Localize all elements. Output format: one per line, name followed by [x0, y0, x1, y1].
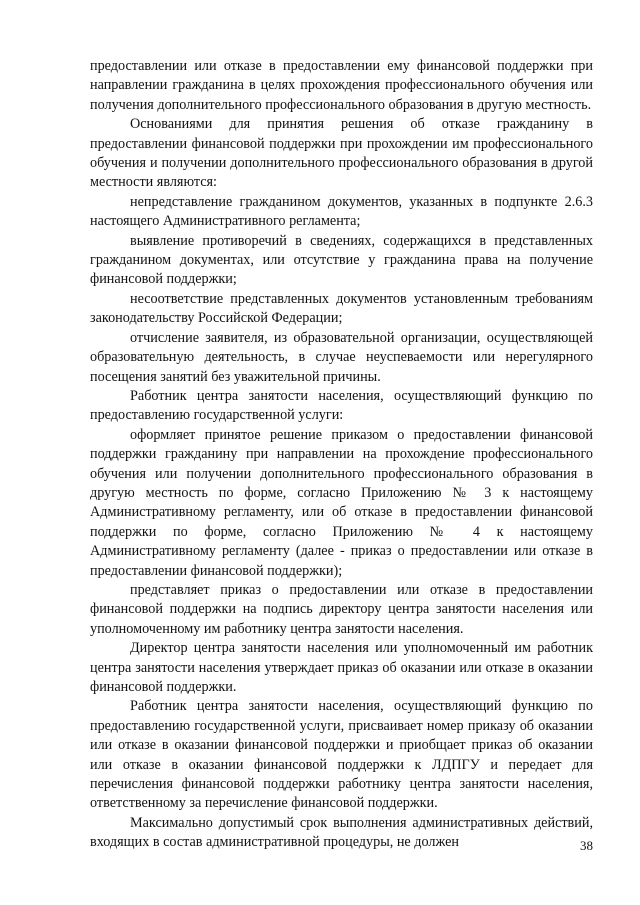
paragraph-order-preparation: оформляет принятое решение приказом о предоставлении финансовой поддержки гражданину при направлении на прохождение профессионального обучения или получении дополнительного профессионального образования в другую местность по форме, согласно Приложению № 3 к настоящему Административному регламенту, или об отказе в предоставлении финансовой поддержки по форме, согласно Приложению № 4 к настоящему Административному регламенту (далее - приказ о предоставлении или отказе в предоставлении финансовой поддержки); [90, 426, 593, 579]
paragraph-director-approval: Директор центра занятости населения или уполномоченный им работник центра занятости населения утверждает приказ об оказании или отказе в оказании финансовой поддержки. [90, 640, 593, 695]
paragraph-continuation: предоставлении или отказе в предоставлении ему финансовой поддержки при направлении гражданина в целях прохождения профессионального обучения или получения дополнительного профессионального образования в другую местность. [90, 58, 593, 113]
body-text [90, 57, 593, 853]
paragraph-refusal-grounds: Основаниями для принятия решения об отказе гражданину в предоставлении финансовой поддержки при прохождении им профессионального обучения и получении дополнительного профессионального образования в другой местности являются: [90, 116, 593, 191]
paragraph-employee-duties: Работник центра занятости населения, осуществляющий функцию по предоставлению государственной услуги: [90, 387, 593, 424]
paragraph-order-submission: представляет приказ о предоставлении или отказе в предоставлении финансовой поддержки на подпись директору центра занятости населения или уполномоченному им работнику центра занятости населения. [90, 581, 593, 637]
page-number: 38 [580, 838, 593, 853]
paragraph-ground-documents: непредставление гражданином документов, указанных в подпункте 2.6.3 настоящего Административного регламента; [90, 193, 593, 230]
paragraph-ground-nonconformity: несоответствие представленных документов установленным требованиям законодательству Российской Федерации; [90, 290, 593, 327]
paragraph-time-limit: Максимально допустимый срок выполнения административных действий, входящих в состав административной процедуры, не должен [90, 814, 593, 851]
paragraph-ground-expulsion: отчисление заявителя, из образовательной организации, осуществляющей образовательную деятельность, в случае неуспеваемости или нерегулярного посещения занятий без уважительной причины. [90, 329, 593, 385]
paragraph-order-registration: Работник центра занятости населения, осуществляющий функцию по предоставлению государственной услуги, присваивает номер приказу об оказании или отказе в оказании финансовой поддержки и приобщает приказ об оказании или отказе в оказании финансовой поддержки к ЛДПГУ и передает для перечисления финансовой поддержки работнику центра занятости населения, ответственному за перечисление финансовой поддержки. [90, 698, 593, 812]
paragraph-ground-contradictions: выявление противоречий в сведениях, содержащихся в представленных гражданином документах, или отсутствие у гражданина права на получение финансовой поддержки; [90, 232, 593, 288]
